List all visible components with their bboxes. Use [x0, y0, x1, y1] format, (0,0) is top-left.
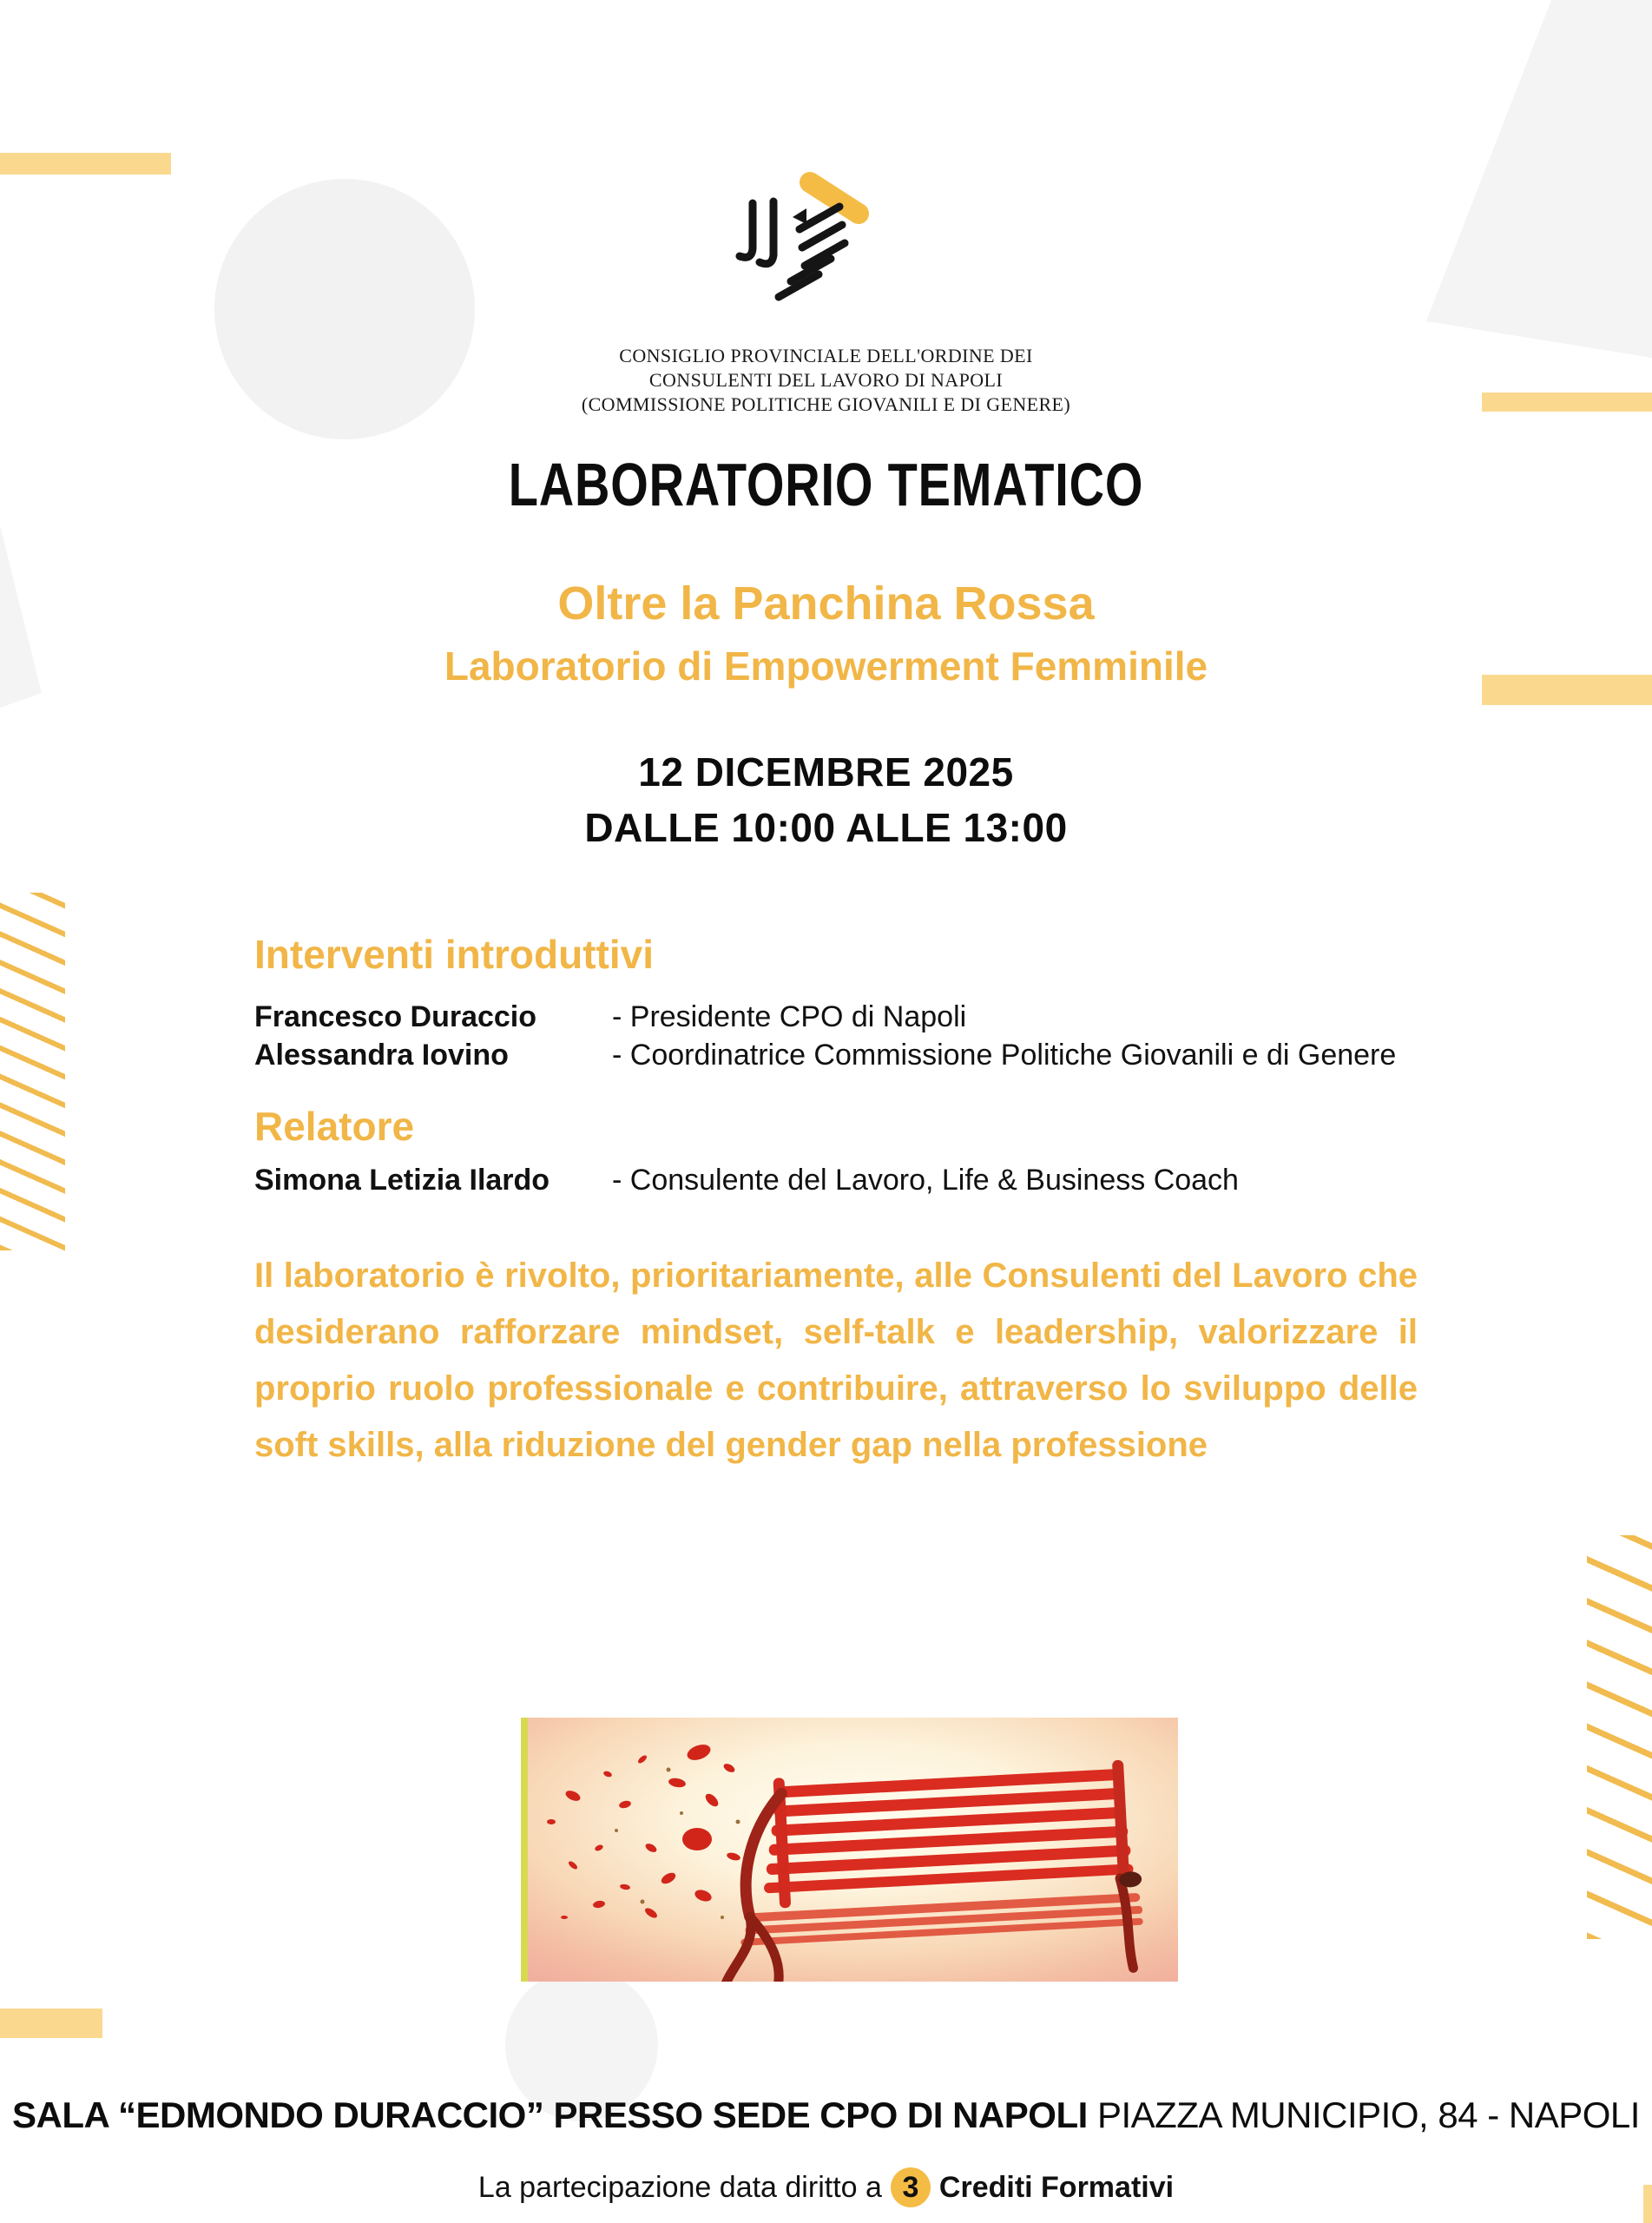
speaker-name: Francesco Duraccio	[254, 1000, 537, 1033]
credits-prefix: La partecipazione data diritto a	[477, 2170, 882, 2204]
gray-trapezoid-top-right	[1424, 0, 1652, 358]
org-line-1: CONSIGLIO PROVINCIALE DELL'ORDINE DEI	[619, 345, 1033, 366]
event-time: DALLE 10:00 ALLE 13:00	[584, 805, 1068, 850]
org-line-3: (COMMISSIONE POLITICHE GIOVANILI E DI GENERE)	[581, 393, 1071, 415]
event-description: Il laboratorio è rivolto, prioritariamente, alle Consulenti del Lavoro che desiderano rafforzare mindset, self-talk e leadership, valorizzare il proprio ruolo professionale e contribuire, attraverso lo sviluppo delle soft skills, alla riduzione del gender gap nella professione	[254, 1257, 1418, 1464]
venue-line	[0, 2094, 1652, 2136]
consulenti-del-lavoro-logo-icon	[735, 163, 883, 328]
page-title: LABORATORIO TEMATICO	[508, 451, 1144, 518]
venue-address: PIAZZA MUNICIPIO, 84 - NAPOLI	[1096, 2094, 1640, 2135]
speaker-role: - Coordinatrice Commissione Politiche Giovanili e di Genere	[612, 1039, 1397, 1072]
credits-suffix: Crediti Formativi	[938, 2170, 1175, 2204]
section-heading-interventi: Interventi introduttivi	[254, 932, 654, 977]
event-subtitle: Laboratorio di Empowerment Femminile	[444, 643, 1208, 689]
speaker-row	[254, 1039, 1422, 1072]
org-line-2: CONSULENTI DEL LAVORO DI NAPOLI	[648, 369, 1004, 391]
speaker-row	[254, 1164, 1422, 1197]
yellow-bar-top-left	[0, 153, 171, 175]
venue-name: SALA “EDMONDO DURACCIO” PRESSO SEDE CPO DI NAPOLI	[12, 2094, 1088, 2135]
yellow-bar-bottom-left	[0, 2009, 102, 2038]
red-bench-illustration	[521, 1718, 1178, 1982]
event-date: 12 DICEMBRE 2025	[638, 749, 1014, 795]
speaker-role: - Presidente CPO di Napoli	[612, 1000, 967, 1033]
yellow-hatch-left	[0, 893, 65, 1250]
speaker-name: Alessandra Iovino	[254, 1039, 509, 1072]
organisation-name	[0, 344, 1652, 417]
credits-line	[0, 2167, 1652, 2207]
section-heading-relatore: Relatore	[254, 1104, 415, 1149]
speaker-role: - Consulente del Lavoro, Life & Business Coach	[612, 1164, 1239, 1197]
speaker-name: Simona Letizia Ilardo	[254, 1164, 550, 1197]
event-title: Oltre la Panchina Rossa	[557, 577, 1095, 630]
credits-count-badge: 3	[891, 2167, 931, 2207]
yellow-hatch-bottom-right	[1587, 1535, 1652, 1939]
speaker-row	[254, 1000, 1422, 1034]
